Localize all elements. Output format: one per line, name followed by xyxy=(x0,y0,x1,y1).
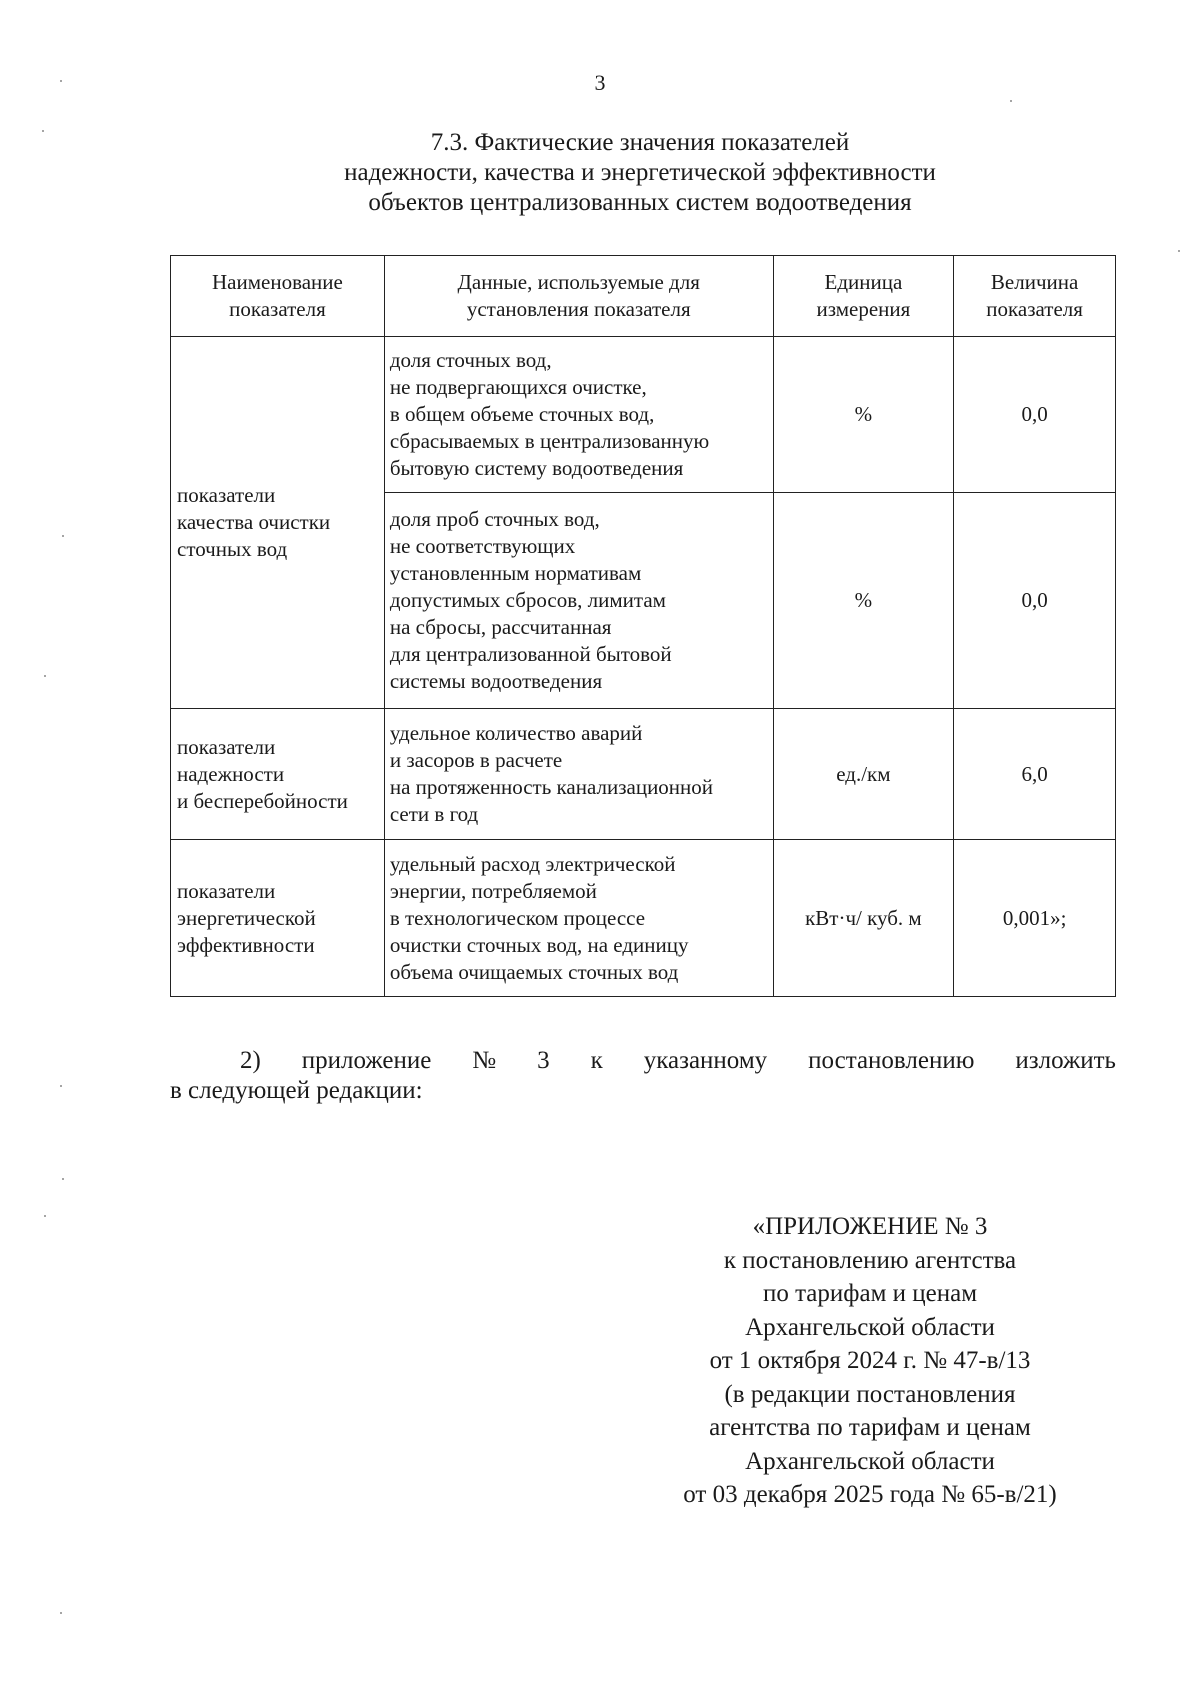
appendix-line: (в редакции постановления xyxy=(724,1380,1016,1408)
appendix-line: агентства по тарифам и ценам xyxy=(709,1414,1031,1441)
source-data-cell: доля проб сточных вод, не соответствующих установленным нормативам допустимых сбросов, лимитам на сбросы, рассчитанная для централизованной бытовой системы водоотведения xyxy=(384,493,773,709)
source-data-cell: доля сточных вод, не подвергающихся очистке, в общем объеме сточных вод, сбрасываемых в централизованную бытовую систему водоотведения xyxy=(384,337,773,493)
appendix-line: Архангельской области xyxy=(745,1313,995,1341)
page-number: 3 xyxy=(594,70,606,95)
header-source-data: Данные, используемые для установления показателя xyxy=(384,256,773,337)
indicator-name-cell: показатели качества очистки сточных вод xyxy=(171,337,385,709)
scan-speck xyxy=(44,1215,46,1217)
scan-speck xyxy=(62,1178,64,1180)
scan-speck xyxy=(44,675,46,677)
appendix-line: от 03 декабря 2025 года № 65-в/21) xyxy=(683,1481,1057,1508)
appendix-line: по тарифам и ценам xyxy=(762,1280,978,1307)
appendix-line: от 1 октября 2024 г. № 47-в/13 xyxy=(709,1347,1031,1374)
unit-cell: % xyxy=(773,493,954,709)
unit-cell: кВт·ч/ куб. м xyxy=(773,840,954,997)
amendment-second-line: в следующей редакции: xyxy=(170,1077,423,1104)
appendix-line: «ПРИЛОЖЕНИЕ № 3 xyxy=(752,1213,988,1240)
table-row xyxy=(171,337,1116,493)
value-cell: 0,0 xyxy=(954,493,1116,709)
indicator-name-cell: показатели энергетической эффективности xyxy=(171,840,385,997)
indicators-table xyxy=(170,255,1116,997)
source-data-cell: удельное количество аварий и засоров в расчете на протяженность канализационной сети в год xyxy=(384,709,773,840)
table-row xyxy=(171,709,1116,840)
amendment-word: 2) xyxy=(240,1047,261,1074)
amendment-word: № xyxy=(472,1047,497,1074)
amendment-word: указанному xyxy=(643,1047,768,1074)
scan-speck xyxy=(1178,250,1180,252)
scan-speck xyxy=(1010,100,1012,102)
amendment-paragraph xyxy=(170,1046,1116,1106)
appendix-line: к постановлению агентства xyxy=(723,1246,1017,1274)
scan-speck xyxy=(60,1085,62,1087)
table-row xyxy=(171,840,1116,997)
section-title-line: объектов централизованных систем водоотведения xyxy=(368,189,912,216)
header-indicator-name: Наименование показателя xyxy=(171,256,385,337)
scan-speck xyxy=(42,130,44,132)
amendment-word: к xyxy=(590,1047,603,1074)
header-unit: Единица измерения xyxy=(773,256,954,337)
unit-cell: % xyxy=(773,337,954,493)
table-header-row xyxy=(171,256,1116,337)
unit-cell: ед./км xyxy=(773,709,954,840)
amendment-word: изложить xyxy=(1015,1047,1116,1074)
value-cell: 0,001»; xyxy=(954,840,1116,997)
value-cell: 0,0 xyxy=(954,337,1116,493)
header-value: Величина показателя xyxy=(954,256,1116,337)
amendment-first-line xyxy=(170,1046,1116,1076)
scan-speck xyxy=(60,80,62,82)
amendment-word: постановлению xyxy=(808,1047,975,1074)
amendment-word: 3 xyxy=(537,1047,550,1074)
section-title-line: 7.3. Фактические значения показателей xyxy=(430,129,850,156)
indicator-name-cell: показатели надежности и бесперебойности xyxy=(171,709,385,840)
appendix-header xyxy=(640,1210,1100,1512)
scan-speck xyxy=(60,1612,62,1614)
value-cell: 6,0 xyxy=(954,709,1116,840)
section-title xyxy=(160,128,1120,218)
section-title-line: надежности, качества и энергетической эффективности xyxy=(344,159,936,186)
amendment-word: приложение xyxy=(301,1047,432,1074)
appendix-line: Архангельской области xyxy=(745,1447,995,1475)
source-data-cell: удельный расход электрической энергии, потребляемой в технологическом процессе очистки сточных вод, на единицу объема очищаемых сточных вод xyxy=(384,840,773,997)
scan-speck xyxy=(62,535,64,537)
